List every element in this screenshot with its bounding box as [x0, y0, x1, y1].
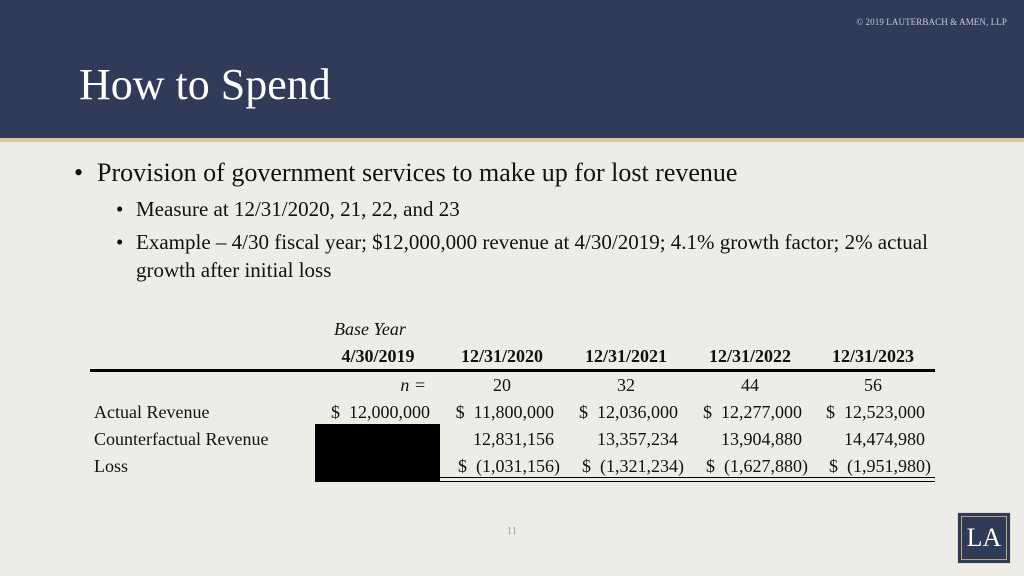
- table-cell: 13,357,234: [597, 429, 678, 449]
- column-header: 4/30/2019: [341, 346, 415, 366]
- table-cell: $ (1,031,156): [458, 456, 560, 476]
- table-cell: $ 12,000,000: [331, 402, 430, 422]
- column-header: 12/31/2021: [584, 346, 667, 366]
- table-cell: $ (1,627,880): [706, 456, 808, 476]
- bullet-main: [74, 156, 974, 190]
- title-divider: [0, 138, 1024, 142]
- bullet-sub-2: [116, 228, 946, 284]
- row-label: Actual Revenue: [94, 402, 210, 422]
- n-value: 20: [493, 375, 511, 395]
- title-bar: [0, 0, 1024, 138]
- table-cell: $ 11,800,000: [455, 402, 554, 422]
- table-cell: $ 12,523,000: [826, 402, 925, 422]
- row-label: Counterfactual Revenue: [94, 429, 269, 449]
- total-rule-top: [440, 477, 935, 478]
- copyright-notice: © 2019 LAUTERBACH & AMEN, LLP: [856, 17, 1007, 27]
- row-label: Loss: [94, 456, 129, 476]
- bullet-sub-2-text: Example – 4/30 fiscal year; $12,000,000 revenue at 4/30/2019; 4.1% growth factor; 2% actual growth after initial loss: [136, 230, 928, 282]
- bullet-main-text: Provision of government services to make up for lost revenue: [97, 158, 738, 187]
- n-value: 32: [617, 375, 635, 395]
- table-cell: $ 12,277,000: [703, 402, 802, 422]
- n-label: n =: [400, 375, 426, 395]
- total-rule-bottom: [440, 481, 935, 482]
- base-year-label: Base Year: [334, 319, 406, 339]
- column-header: 12/31/2023: [831, 346, 914, 366]
- redacted-block: [315, 424, 440, 482]
- column-header: 12/31/2022: [708, 346, 791, 366]
- n-value: 44: [741, 375, 759, 395]
- table-cell: 14,474,980: [844, 429, 925, 449]
- logo-monogram: LA: [961, 516, 1007, 560]
- table-cell: 12,831,156: [473, 429, 554, 449]
- slide-title: How to Spend: [79, 60, 331, 109]
- bullet-sub-1-text: Measure at 12/31/2020, 21, 22, and 23: [136, 197, 460, 221]
- bullet-dot-icon: •: [116, 230, 124, 254]
- firm-logo: [957, 512, 1011, 564]
- table-cell: 13,904,880: [721, 429, 802, 449]
- bullet-dot-icon: •: [74, 158, 84, 187]
- table-cell: $ (1,951,980): [829, 456, 931, 476]
- n-value: 56: [864, 375, 882, 395]
- bullet-dot-icon: •: [116, 197, 124, 221]
- table-header-rule: [90, 369, 935, 372]
- table-cell: $ 12,036,000: [579, 402, 678, 422]
- bullet-sub-1: [116, 195, 946, 223]
- column-header: 12/31/2020: [460, 346, 543, 366]
- page-number: 11: [506, 525, 518, 537]
- table-cell: $ (1,321,234): [582, 456, 684, 476]
